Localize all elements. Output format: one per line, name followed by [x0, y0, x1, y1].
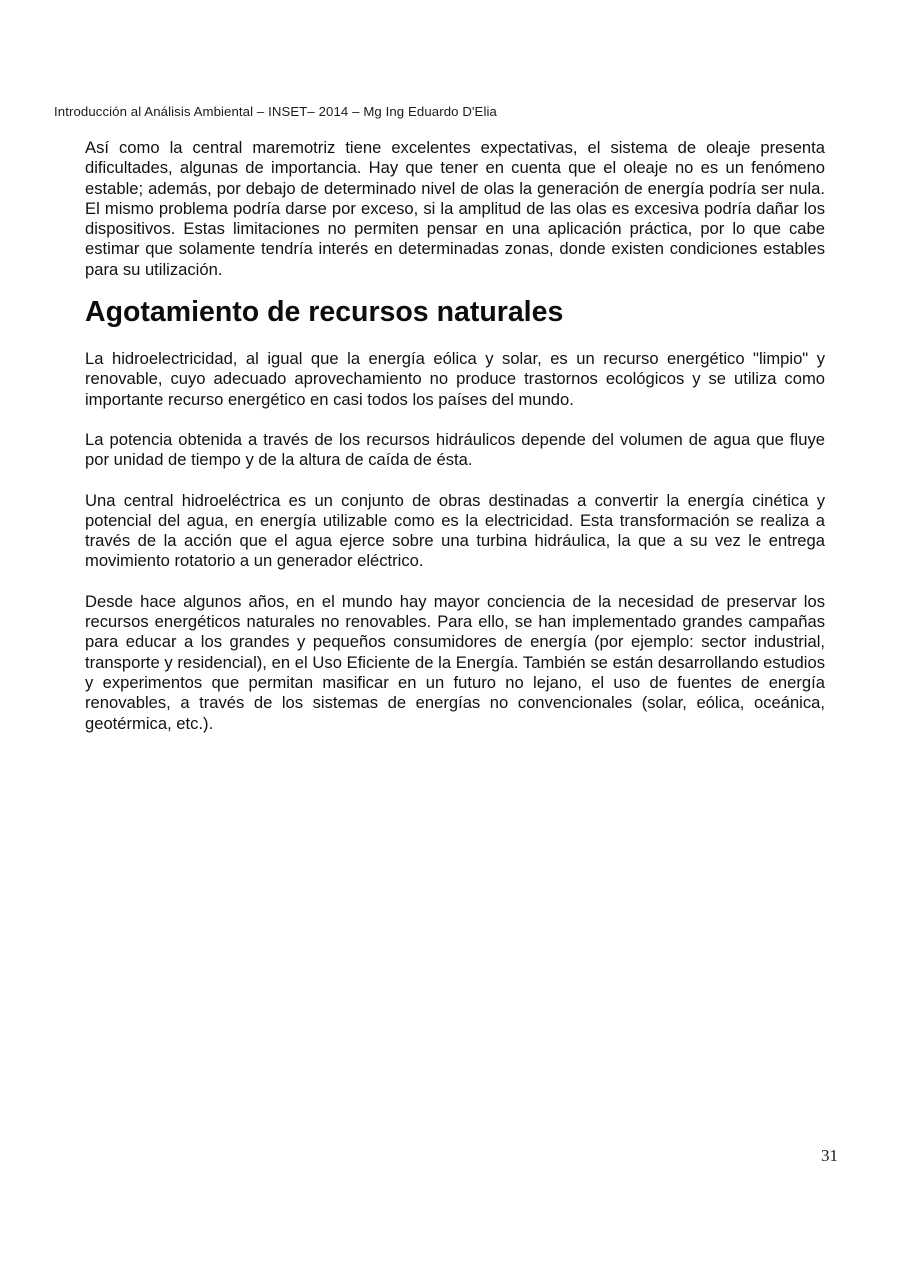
intro-paragraph: Así como la central maremotriz tiene excelentes expectativas, el sistema de oleaje presenta dificultades, algunas de importancia. Hay que tener en cuenta que el oleaje no es un fenómeno estable; además, por debajo de determinado nivel de olas la generación de energía podría ser nula. El mismo problema podría darse por exceso, si la amplitud de las olas es excesiva podría dañar los dispositivos. Estas limitaciones no permiten pensar en una aplicación práctica, por lo que cabe estimar que solamente tendría interés en determinadas zonas, donde existen condiciones estables para su utilización. — [85, 138, 825, 279]
section-heading: Agotamiento de recursos naturales — [85, 296, 564, 329]
paragraph-hydroelectric-plant: Una central hidroeléctrica es un conjunto de obras destinadas a convertir la energía cinética y potencial del agua, en energía utilizable como es la electricidad. Esta transformación se realiza a través de la acción que el agua ejerce sobre una turbina hidráulica, la que a su vez le entrega movimiento rotatorio a un generador eléctrico. — [85, 490, 825, 571]
page-content — [85, 138, 825, 734]
paragraph-hydroelectricity: La hidroelectricidad, al igual que la energía eólica y solar, es un recurso energético "limpio" y renovable, cuyo adecuado aprovechamiento no produce trastornos ecológicos y se utiliza como importante recurso energético en casi todos los países del mundo. — [85, 349, 825, 409]
paragraph-power: La potencia obtenida a través de los recursos hidráulicos depende del volumen de agua que fluye por unidad de tiempo y de la altura de caída de ésta. — [85, 429, 825, 470]
page-number: 31 — [821, 1146, 838, 1165]
paragraph-energy-efficiency: Desde hace algunos años, en el mundo hay mayor conciencia de la necesidad de preservar los recursos energéticos naturales no renovables. Para ello, se han implementado grandes campañas para educar a los grandes y pequeños consumidores de energía (por ejemplo: sector industrial, transporte y residencial), en el Uso Eficiente de la Energía. También se están desarrollando estudios y experimentos que permitan masificar en un futuro no lejano, el uso de fuentes de energía renovables, a través de los sistemas de energías no convencionales (solar, eólica, oceánica, geotérmica, etc.). — [85, 591, 825, 733]
running-header: Introducción al Análisis Ambiental – INSET– 2014 – Mg Ing Eduardo D'Elia — [54, 104, 497, 119]
